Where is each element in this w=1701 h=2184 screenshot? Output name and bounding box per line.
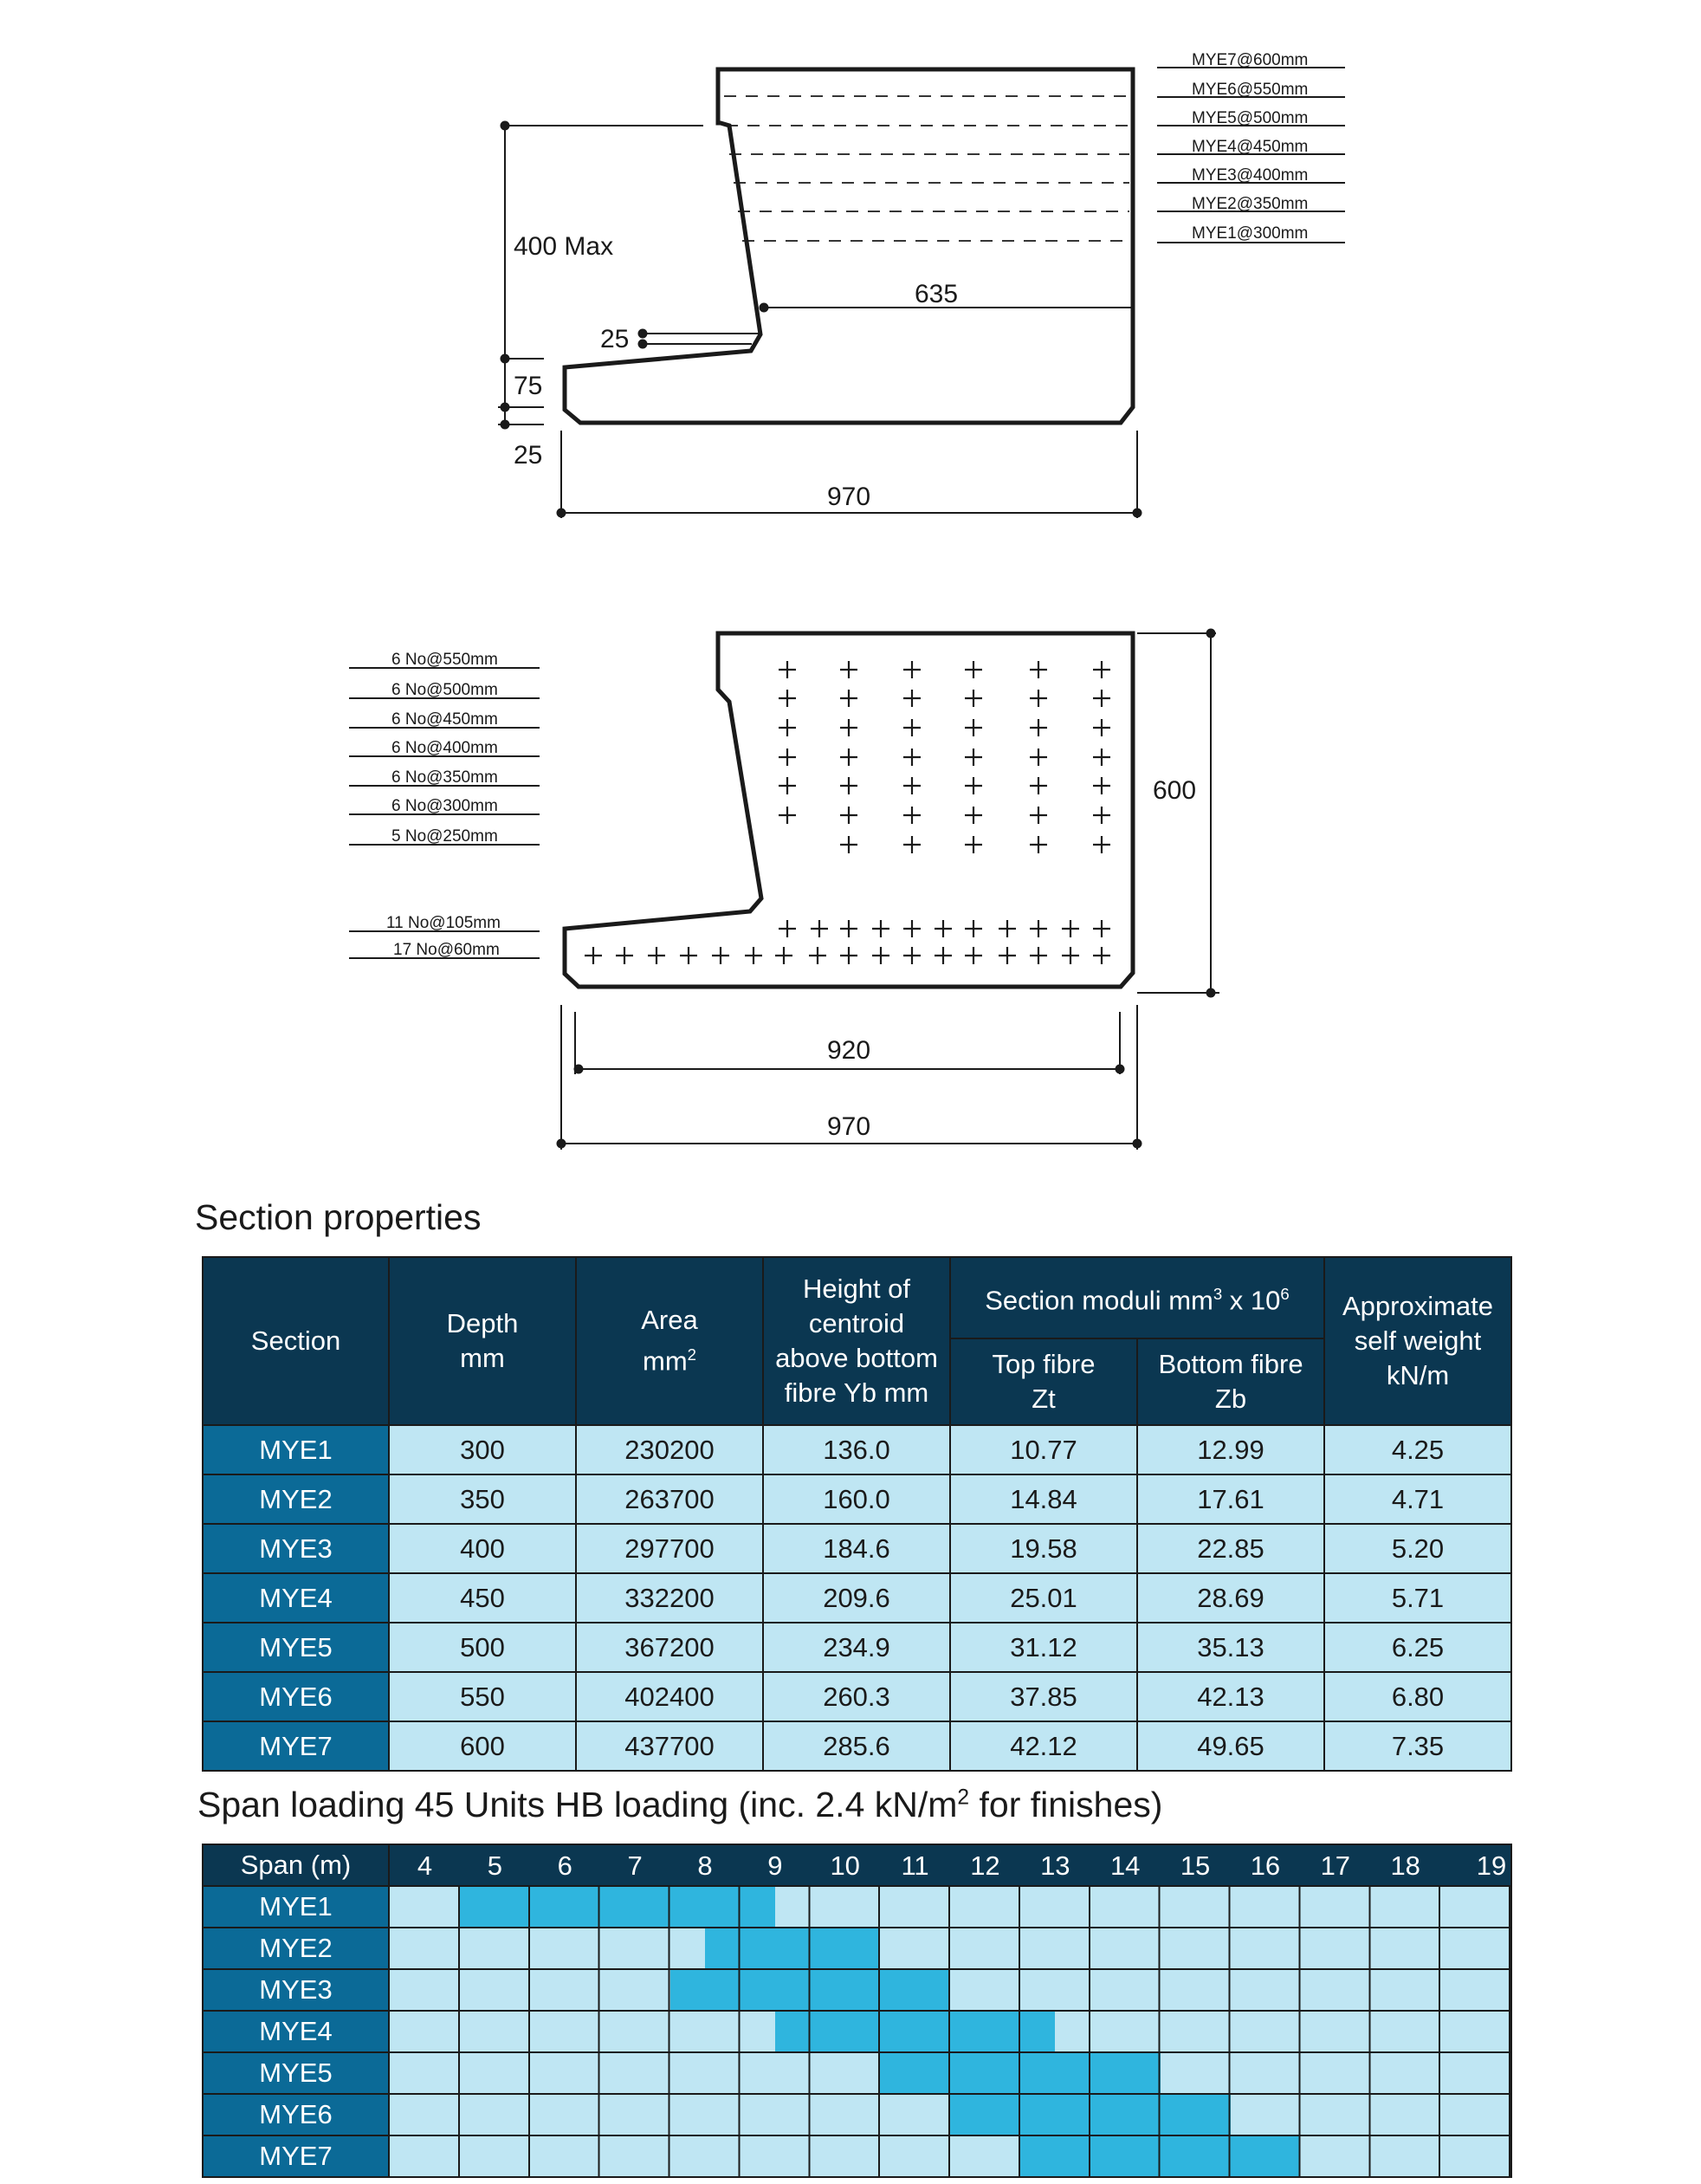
strand-cross <box>745 947 762 964</box>
strand-cross <box>1030 836 1047 853</box>
strand-cross <box>1093 690 1110 707</box>
row-depth: 400 <box>389 1524 576 1573</box>
table-row <box>203 1524 1511 1573</box>
row-section: MYE5 <box>203 1623 389 1672</box>
span-row-track <box>389 2135 1511 2177</box>
table-row <box>203 1721 1511 1771</box>
row-area: 402400 <box>576 1672 763 1721</box>
label-mye3: MYE3@400mm <box>1192 166 1309 185</box>
span-range-bar <box>1020 2136 1301 2176</box>
strand-cross <box>903 920 921 937</box>
header-bottom-fibre: Bottom fibre Zb <box>1137 1338 1324 1425</box>
dim-600 <box>1137 633 1219 993</box>
row-section: MYE4 <box>203 1573 389 1623</box>
strand-cross <box>872 947 889 964</box>
strand-label-350: 6 No@350mm <box>391 768 498 787</box>
table-row <box>203 1623 1511 1672</box>
span-row-track <box>389 1928 1511 1969</box>
span-row-section: MYE5 <box>203 2052 389 2094</box>
strand-cross <box>965 661 982 678</box>
strand-cross <box>779 661 796 678</box>
row-yb: 260.3 <box>763 1672 950 1721</box>
span-row-track <box>389 2052 1511 2094</box>
row-zt: 10.77 <box>950 1425 1137 1474</box>
strand-cross <box>965 690 982 707</box>
span-row-section: MYE3 <box>203 1969 389 2011</box>
strand-cross <box>1062 920 1079 937</box>
row-area: 437700 <box>576 1721 763 1771</box>
dim-920-label: 920 <box>827 1036 871 1065</box>
row-weight: 5.71 <box>1324 1573 1511 1623</box>
strand-cross <box>965 749 982 766</box>
beam-outline <box>565 69 1133 423</box>
strand-cross <box>903 836 921 853</box>
strand-cross <box>965 719 982 736</box>
dim-25-top-label: 25 <box>600 325 630 353</box>
strand-cross <box>840 807 857 824</box>
row-depth: 600 <box>389 1721 576 1771</box>
row-zt: 19.58 <box>950 1524 1137 1573</box>
span-row-section: MYE2 <box>203 1928 389 1969</box>
strand-cross <box>775 947 792 964</box>
row-zt: 25.01 <box>950 1573 1137 1623</box>
span-tick-label: 18 <box>1390 1850 1420 1881</box>
header-area: Area $mm^2$ <box>576 1257 763 1425</box>
strand-cross <box>779 777 796 794</box>
section-properties-title: Section properties <box>195 1197 482 1237</box>
row-area: 263700 <box>576 1474 763 1524</box>
header-section-moduli: Section moduli $mm^3$ x $10^6$ <box>950 1257 1324 1338</box>
strand-cross <box>779 807 796 824</box>
strand-cross <box>779 920 796 937</box>
header-section: Section <box>203 1257 389 1425</box>
row-yb: 234.9 <box>763 1623 950 1672</box>
span-row <box>203 2011 1511 2052</box>
label-mye4: MYE4@450mm <box>1192 138 1309 156</box>
strand-cross <box>903 777 921 794</box>
span-row <box>203 1886 1511 1928</box>
header-centroid-height: Height of centroid above bottom fibre Yb mm <box>763 1257 950 1425</box>
row-weight: 7.35 <box>1324 1721 1511 1771</box>
strand-cross <box>935 920 952 937</box>
row-zb: 35.13 <box>1137 1623 1324 1672</box>
label-mye7: MYE7@600mm <box>1192 51 1309 69</box>
row-zb: 22.85 <box>1137 1524 1324 1573</box>
strand-label-500: 6 No@500mm <box>391 681 498 699</box>
span-header-label: Span (m) <box>203 1844 389 1886</box>
row-yb: 136.0 <box>763 1425 950 1474</box>
strand-cross <box>840 947 857 964</box>
dim-25-bottom-label: 25 <box>514 441 543 470</box>
span-axis-ticks <box>389 1844 1511 1886</box>
span-tick-label: 15 <box>1180 1850 1211 1881</box>
strand-cross <box>840 920 857 937</box>
strand-cross <box>840 719 857 736</box>
dim-970-bottom-label: 970 <box>827 1112 871 1141</box>
span-loading-title: Span loading 45 Units HB loading (inc. 2.4 $kN/m^2$ for finishes) <box>197 1785 1163 1824</box>
section-properties-table <box>202 1256 1512 1772</box>
row-zb: 12.99 <box>1137 1425 1324 1474</box>
strand-cross <box>965 807 982 824</box>
row-section: MYE2 <box>203 1474 389 1524</box>
beam-depth-diagram <box>0 0 1701 554</box>
row-zt: 31.12 <box>950 1623 1137 1672</box>
strand-cross <box>616 947 633 964</box>
span-row-section: MYE7 <box>203 2135 389 2177</box>
strand-cross <box>903 749 921 766</box>
span-range-bar <box>775 2012 1056 2051</box>
span-row <box>203 2094 1511 2135</box>
span-loading-table <box>202 1844 1512 2178</box>
dim-25-top <box>643 334 760 344</box>
label-mye6: MYE6@550mm <box>1192 81 1309 99</box>
strand-label-400: 6 No@400mm <box>391 739 498 757</box>
row-section: MYE3 <box>203 1524 389 1573</box>
strand-cross <box>903 690 921 707</box>
span-tick-label: 4 <box>417 1850 433 1881</box>
strand-cross <box>1093 836 1110 853</box>
span-row <box>203 1969 1511 2011</box>
span-row-track <box>389 1886 1511 1928</box>
span-tick-label: 12 <box>970 1850 1000 1881</box>
strand-label-60: 17 No@60mm <box>393 941 500 959</box>
row-section: MYE1 <box>203 1425 389 1474</box>
label-mye1: MYE1@300mm <box>1192 224 1309 243</box>
strand-label-300: 6 No@300mm <box>391 797 498 815</box>
strand-cross <box>779 719 796 736</box>
span-tick-label: 9 <box>767 1850 783 1881</box>
row-weight: 5.20 <box>1324 1524 1511 1573</box>
strand-cross <box>1030 777 1047 794</box>
strand-cross <box>840 777 857 794</box>
strand-cross <box>1093 777 1110 794</box>
strand-cross <box>1030 661 1047 678</box>
span-tick-label: 10 <box>830 1850 860 1881</box>
strand-cross <box>999 920 1016 937</box>
row-zb: 17.61 <box>1137 1474 1324 1524</box>
row-depth: 500 <box>389 1623 576 1672</box>
table-row <box>203 1474 1511 1524</box>
strand-cross <box>965 777 982 794</box>
label-mye5: MYE5@500mm <box>1192 109 1309 127</box>
row-area: 332200 <box>576 1573 763 1623</box>
strand-cross <box>1030 920 1047 937</box>
depth-lines <box>724 96 1129 241</box>
strand-cross <box>585 947 602 964</box>
span-tick-label: 16 <box>1250 1850 1281 1881</box>
strand-cross <box>872 920 889 937</box>
dim-600-label: 600 <box>1153 776 1197 805</box>
row-yb: 209.6 <box>763 1573 950 1623</box>
strand-cross <box>1093 661 1110 678</box>
row-depth: 350 <box>389 1474 576 1524</box>
table-row <box>203 1425 1511 1474</box>
strand-cross <box>1093 749 1110 766</box>
row-zb: 49.65 <box>1137 1721 1324 1771</box>
strand-cross <box>809 947 826 964</box>
strand-cross <box>840 749 857 766</box>
row-weight: 4.25 <box>1324 1425 1511 1474</box>
row-area: 230200 <box>576 1425 763 1474</box>
strand-cross <box>779 690 796 707</box>
strand-cross <box>1030 807 1047 824</box>
row-yb: 184.6 <box>763 1524 950 1573</box>
table-row <box>203 1573 1511 1623</box>
row-zt: 42.12 <box>950 1721 1137 1771</box>
strand-cross <box>965 836 982 853</box>
strand-cross <box>1093 947 1110 964</box>
strand-label-450: 6 No@450mm <box>391 710 498 729</box>
span-row <box>203 1928 1511 1969</box>
strand-label-250: 5 No@250mm <box>391 827 498 846</box>
span-tick-label: 19 <box>1476 1850 1507 1881</box>
span-tick-label: 17 <box>1320 1850 1351 1881</box>
strand-cross <box>1030 719 1047 736</box>
header-depth: Depth mm <box>389 1257 576 1425</box>
span-row-section: MYE6 <box>203 2094 389 2135</box>
strand-cross <box>648 947 665 964</box>
span-row-track <box>389 2011 1511 2052</box>
span-grid-lines <box>390 2136 1510 2176</box>
strand-cross <box>965 947 982 964</box>
span-range-bar <box>950 2095 1231 2135</box>
strand-label-550: 6 No@550mm <box>391 651 498 669</box>
span-row-section: MYE1 <box>203 1886 389 1928</box>
span-row-track <box>389 2094 1511 2135</box>
row-weight: 4.71 <box>1324 1474 1511 1524</box>
span-tick-label: 7 <box>627 1850 643 1881</box>
strand-cross <box>999 947 1016 964</box>
row-zt: 14.84 <box>950 1474 1137 1524</box>
strand-cross <box>903 807 921 824</box>
dim-635-label: 635 <box>915 280 959 308</box>
row-section: MYE7 <box>203 1721 389 1771</box>
strand-cross <box>1030 690 1047 707</box>
span-tick-label: 6 <box>557 1850 572 1881</box>
row-depth: 300 <box>389 1425 576 1474</box>
span-grid-lines <box>390 1928 1510 1968</box>
span-range-bar <box>670 1970 951 2010</box>
row-area: 367200 <box>576 1623 763 1672</box>
strand-cross <box>1093 920 1110 937</box>
span-range-bar <box>460 1887 775 1927</box>
strand-cross <box>903 719 921 736</box>
dim-75-label: 75 <box>514 372 543 400</box>
span-row-section: MYE4 <box>203 2011 389 2052</box>
strand-cross <box>811 920 828 937</box>
span-grid-lines <box>390 1970 1510 2010</box>
strand-cross <box>1093 719 1110 736</box>
strand-cross <box>965 920 982 937</box>
strand-cross <box>840 690 857 707</box>
row-depth: 550 <box>389 1672 576 1721</box>
span-tick-label: 11 <box>901 1850 929 1881</box>
span-tick-label: 8 <box>697 1850 713 1881</box>
span-tick-label: 5 <box>487 1850 502 1881</box>
strand-cross <box>1062 947 1079 964</box>
strand-cross <box>712 947 729 964</box>
span-range-bar <box>705 1928 880 1968</box>
span-row-track <box>389 1969 1511 2011</box>
strand-cross <box>903 661 921 678</box>
row-zb: 42.13 <box>1137 1672 1324 1721</box>
span-tick-label: 13 <box>1040 1850 1070 1881</box>
span-row <box>203 2052 1511 2094</box>
strand-cross <box>779 749 796 766</box>
span-tick-label: 14 <box>1109 1850 1141 1881</box>
row-zb: 28.69 <box>1137 1573 1324 1623</box>
span-range-bar <box>880 2053 1161 2093</box>
strand-cross <box>903 947 921 964</box>
row-yb: 160.0 <box>763 1474 950 1524</box>
row-area: 297700 <box>576 1524 763 1573</box>
row-section: MYE6 <box>203 1672 389 1721</box>
table-row <box>203 1672 1511 1721</box>
span-row <box>203 2135 1511 2177</box>
row-yb: 285.6 <box>763 1721 950 1771</box>
dim-970-top-label: 970 <box>827 483 871 511</box>
strand-cross <box>1093 807 1110 824</box>
strand-cross <box>1030 749 1047 766</box>
strand-label-105: 11 No@105mm <box>386 914 501 932</box>
header-top-fibre: Top fibre Zt <box>950 1338 1137 1425</box>
strand-cross <box>680 947 697 964</box>
label-mye2: MYE2@350mm <box>1192 195 1309 213</box>
strand-pattern-diagram <box>0 554 1701 1161</box>
header-self-weight: Approximate self weight kN/m <box>1324 1257 1511 1425</box>
strand-cross <box>1030 947 1047 964</box>
strand-cross <box>840 661 857 678</box>
row-zt: 37.85 <box>950 1672 1137 1721</box>
strand-cross <box>840 836 857 853</box>
strand-cross <box>935 947 952 964</box>
row-weight: 6.80 <box>1324 1672 1511 1721</box>
row-weight: 6.25 <box>1324 1623 1511 1672</box>
row-depth: 450 <box>389 1573 576 1623</box>
dim-400-label: 400 Max <box>514 232 614 261</box>
